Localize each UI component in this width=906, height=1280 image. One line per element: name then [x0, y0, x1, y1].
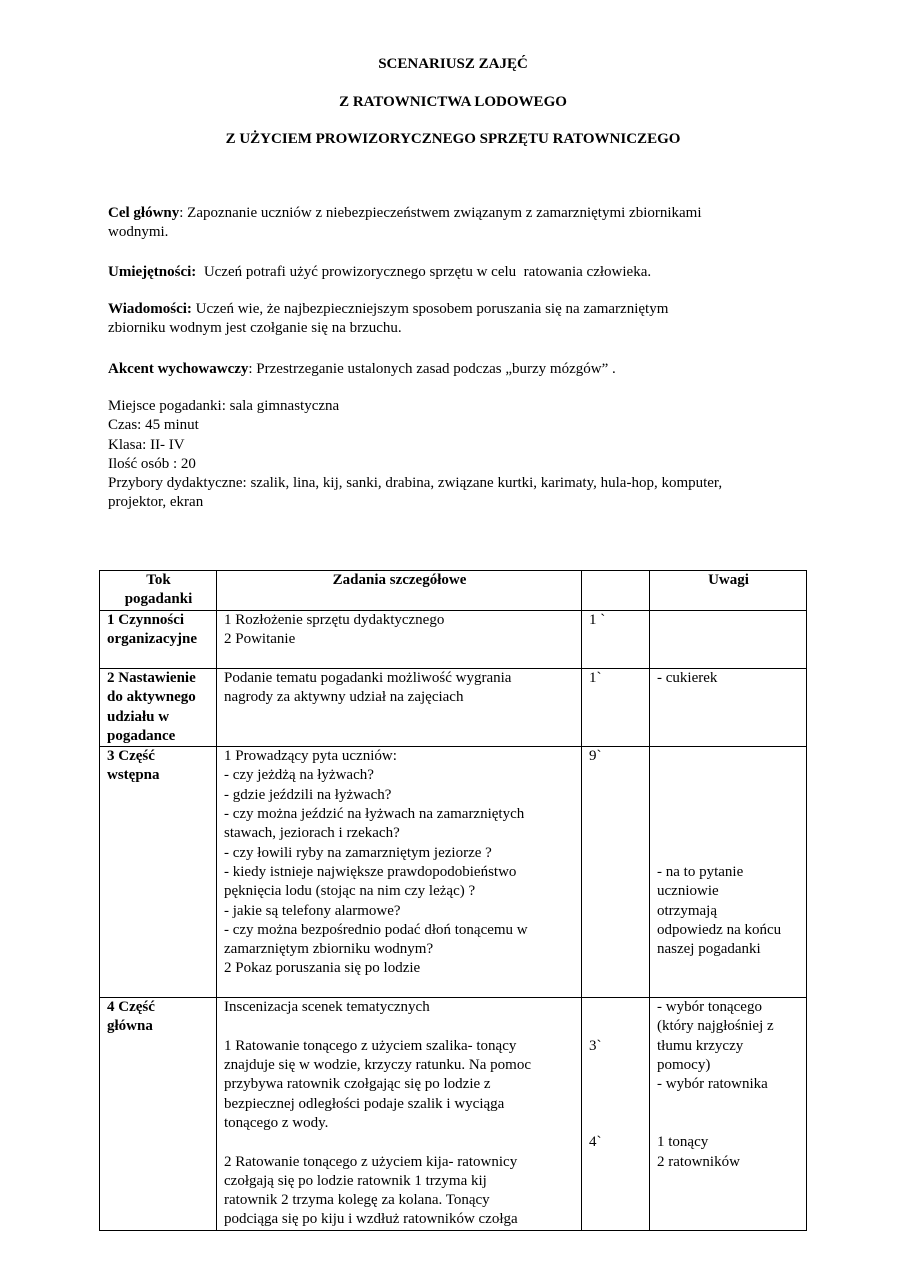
lesson-plan-table: [99, 570, 807, 1231]
time-cell: 3` 4`: [582, 998, 650, 1231]
main-goal-text: : Zapoznanie uczniów z niebezpieczeństwem związanym z zamarzniętymi zbiornikami: [179, 205, 702, 221]
didactic-tools-info: Przybory dydaktyczne: szalik, lina, kij, sanki, drabina, związane kurtki, karimaty, hula-hop, komputer,: [108, 475, 723, 492]
tasks-cell: 1 Prowadzący pyta uczniów: - czy jeżdżą na łyżwach? - gdzie jeździli na łyżwach? - czy można jeździć na łyżwach na zamarzniętych stawach, jeziorach i rzekach? - czy łowili ryby na zamarzniętym jeziorze ? - kiedy istnieje największe prawdopodobieństwo pęknięcia lodu (stojąc na nim czy leżąc) ? - jakie są telefony alarmowe? - czy można bezpośrednio podać dłoń tonącemu w zamarzniętym zbiorniku wodnym? 2 Pokaz poruszania się po lodzie: [217, 747, 582, 998]
column-header-notes: Uwagi: [650, 571, 807, 611]
column-header-stage: Tok pogadanki: [100, 571, 217, 611]
table-row: [100, 669, 807, 747]
didactic-tools-info-cont: projektor, ekran: [108, 494, 204, 511]
table-row: [100, 747, 807, 998]
notes-cell: - wybór tonącego (który najgłośniej z tłumu krzyczy pomocy) - wybór ratownika 1 tonący 2 ratowników: [650, 998, 807, 1231]
class-info: Klasa: II- IV: [108, 436, 185, 453]
educational-accent-label: Akcent wychowawczy: [108, 361, 249, 377]
time-cell: 1`: [582, 669, 650, 747]
column-header-time: [582, 571, 650, 611]
document-subtitle-2: Z UŻYCIEM PROWIZORYCZNEGO SPRZĘTU RATOWNICZEGO: [225, 131, 681, 147]
skills-paragraph: [108, 263, 808, 282]
table-row: [100, 998, 807, 1231]
knowledge-text: Uczeń wie, że najbezpieczniejszym sposobem poruszania się na zamarzniętym: [191, 301, 669, 317]
stage-cell: 4 Część główna: [100, 998, 217, 1231]
knowledge-label: Wiadomości:: [108, 301, 192, 317]
table-header-row: [100, 571, 807, 611]
knowledge-text-cont: zbiorniku wodnym jest czołganie się na brzuchu.: [108, 320, 402, 337]
tasks-cell: Podanie tematu pogadanki możliwość wygrania nagrody za aktywny udział na zajęciach: [217, 669, 582, 747]
column-header-tasks: Zadania szczegółowe: [217, 571, 582, 611]
knowledge-paragraph: [108, 300, 808, 339]
skills-text: Uczeń potrafi użyć prowizorycznego sprzętu w celu ratowania człowieka.: [196, 264, 652, 280]
educational-accent-paragraph: [108, 360, 808, 379]
table-row: [100, 611, 807, 669]
people-count-info: Ilość osób : 20: [108, 455, 196, 472]
tasks-cell: Inscenizacja scenek tematycznych 1 Ratowanie tonącego z użyciem szalika- tonący znajduje się w wodzie, krzyczy ratunku. Na pomoc przybywa ratownik czołgając się po lodzie z bezpiecznej odległości podaje szalik i wyciąga tonącego z wody. 2 Ratowanie tonącego z użyciem kija- ratownicy czołgają się po lodzie ratownik 1 trzyma kij ratownik 2 trzyma kolegę za kolana. Tonący podciąga się po kiju i wzdłuż ratowników czołga: [217, 998, 582, 1231]
notes-cell: [650, 611, 807, 669]
place-info: Miejsce pogadanki: sala gimnastyczna: [108, 398, 340, 414]
stage-cell: 3 Część wstępna: [100, 747, 217, 998]
tasks-cell: 1 Rozłożenie sprzętu dydaktycznego 2 Powitanie: [217, 611, 582, 669]
info-block: [108, 397, 808, 513]
notes-cell: - na to pytanie uczniowie otrzymają odpowiedz na końcu naszej pogadanki: [650, 747, 807, 998]
time-cell: 9`: [582, 747, 650, 998]
document-title: SCENARIUSZ ZAJĘĆ: [378, 56, 528, 72]
main-goal-text-cont: wodnymi.: [108, 224, 169, 241]
main-goal-paragraph: [108, 204, 808, 243]
skills-label: Umiejętności:: [108, 264, 197, 280]
document-subtitle: Z RATOWNICTWA LODOWEGO: [339, 94, 567, 110]
time-info: Czas: 45 minut: [108, 417, 199, 434]
time-cell: 1 `: [582, 611, 650, 669]
stage-cell: 2 Nastawienie do aktywnego udziału w pogadance: [100, 669, 217, 747]
educational-accent-text: : Przestrzeganie ustalonych zasad podczas „burzy mózgów” .: [248, 361, 616, 377]
main-goal-label: Cel główny: [108, 205, 180, 221]
stage-cell: 1 Czynności organizacyjne: [100, 611, 217, 669]
notes-cell: - cukierek: [650, 669, 807, 747]
